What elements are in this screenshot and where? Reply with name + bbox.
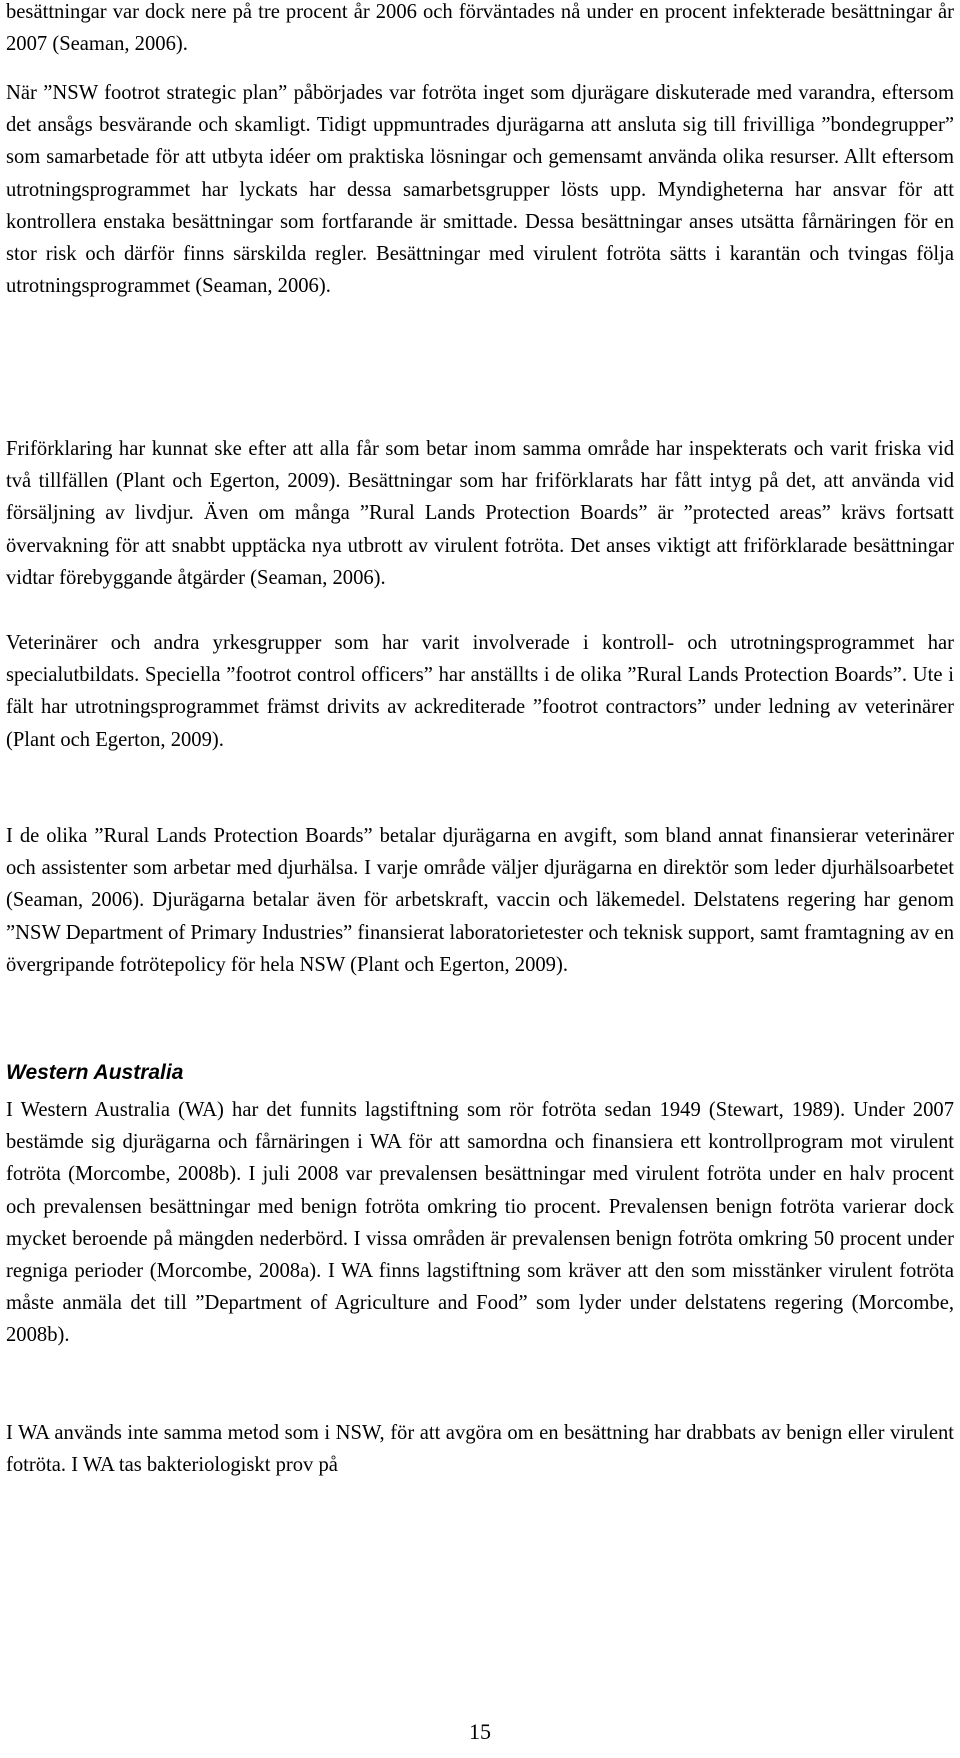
section-heading: Western Australia — [6, 1061, 184, 1084]
paragraph-4: Veterinärer och andra yrkesgrupper som har varit involverade i kontroll- och utrotningsprogrammet har specialutbildats. Speciella ”footrot control officers” har anställts i de olika ”Rural Lands Protection Boards”. Ute i fält har utrotningsprogrammet främst drivits av ackrediterade ”footrot contractors” under ledning av veterinärer (Plant och Egerton, 2009). — [6, 632, 954, 751]
paragraph-7: I WA används inte samma metod som i NSW, för att avgöra om en besättning har drabbats av benign eller virulent fotröta. I WA tas bakteriologiskt prov på — [6, 1422, 954, 1477]
paragraph-6: I Western Australia (WA) har det funnits lagstiftning som rör fotröta sedan 1949 (Stewart, 1989). Under 2007 bestämde sig djurägarna och fårnäringen i WA för att samordna och finansiera ett kontrollprogram mot virulent fotröta (Morcombe, 2008b). I juli 2008 var prevalensen besättningar med virulent fotröta under en halv procent och prevalensen besättningar med benign fotröta omkring tio procent. Prevalensen benign fotröta varierar dock mycket beroende på mängden nederbörd. I vissa områden är prevalensen benign fotröta omkring 50 procent under regniga perioder (Morcombe, 2008a). I WA finns lagstiftning som kräver att den som misstänker virulent fotröta måste anmäla det till ”Department of Agriculture and Food” som lyder under delstatens regering (Morcombe, 2008b). — [6, 1099, 954, 1347]
paragraph-1: besättningar var dock nere på tre procent år 2006 och förväntades nå under en procent infekterade besättningar år 2007 (Seaman, 2006). — [6, 1, 954, 56]
paragraph-3: Friförklaring har kunnat ske efter att alla får som betar inom samma område har inspekterats och varit friska vid två tillfällen (Plant och Egerton, 2009). Besättningar som har friförklarats har fått intyg på det, att använda vid försäljning av livdjur. Även om många ”Rural Lands Protection Boards” är ”protected areas” krävs fortsatt övervakning för att snabbt upptäcka nya utbrott av virulent fotröta. Det anses viktigt att friförklarade besättningar vidtar förebyggande åtgärder (Seaman, 2006). — [6, 438, 954, 589]
paragraph-5: I de olika ”Rural Lands Protection Boards” betalar djurägarna en avgift, som bland annat finansierar veterinärer och assistenter som arbetar med djurhälsa. I varje område väljer djurägarna en direktör som leder djurhälsoarbetet (Seaman, 2006). Djurägarna betalar även för arbetskraft, vaccin och läkemedel. Delstatens regering har genom ”NSW Department of Primary Industries” finansierat laboratorietester och teknisk support, samt framtagning av en övergripande fotrötepolicy för hela NSW (Plant och Egerton, 2009). — [6, 825, 954, 976]
paragraph-2: När ”NSW footrot strategic plan” påbörjades var fotröta inget som djurägare diskuterade med varandra, eftersom det ansågs besvärande och skamligt. Tidigt uppmuntrades djurägarna att ansluta sig till frivilliga ”bondegrupper” som samarbetade för att utbyta idéer om praktiska lösningar och gemensamt använda olika resurser. Allt eftersom utrotningsprogrammet har lyckats har dessa samarbetsgrupper lösts upp. Myndigheterna har ansvar för att kontrollera enstaka besättningar som fortfarande är smittade. Dessa besättningar anses utsätta fårnäringen för en stor risk och därför finns särskilda regler. Besättningar med virulent fotröta sätts i karantän och tvingas följa utrotningsprogrammet (Seaman, 2006). — [6, 82, 954, 298]
page-number: 15 — [469, 1719, 491, 1744]
